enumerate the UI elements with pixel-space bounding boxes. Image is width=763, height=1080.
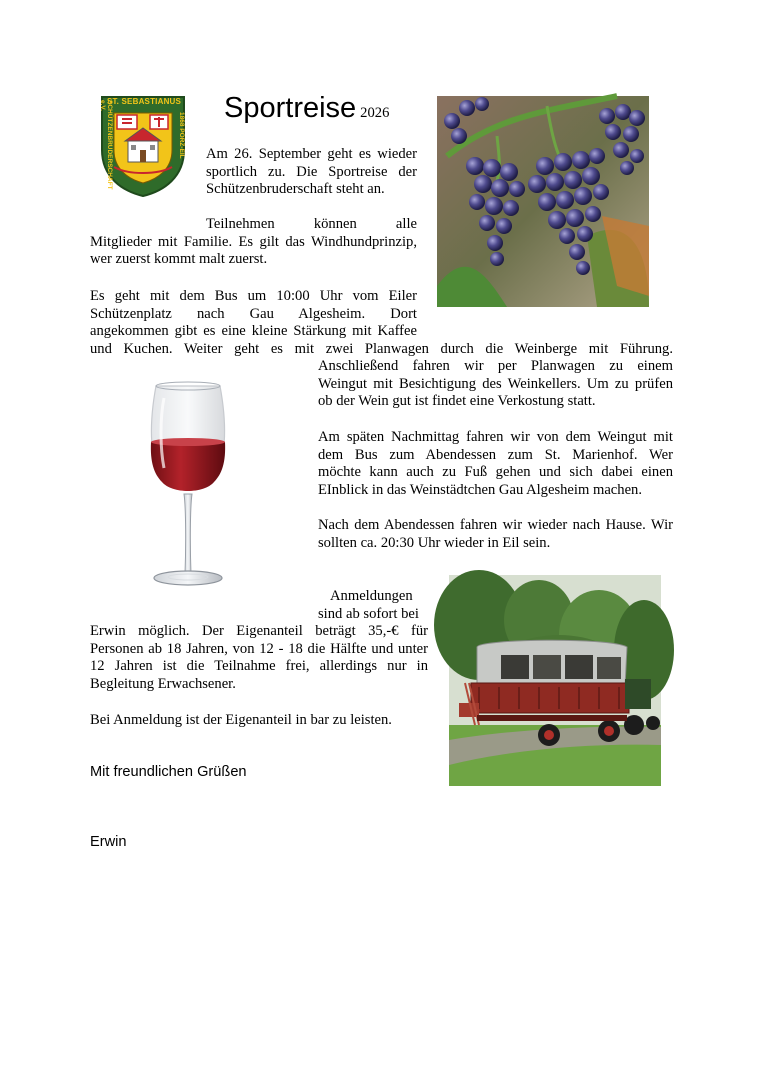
text-line: 12 Jahren ist die Teilnahme frei, allerdings nur in <box>90 658 428 674</box>
text-line: Teilnehmen können alle <box>206 216 417 232</box>
paragraph-registration <box>90 588 428 693</box>
text-line: Weingut mit Besichtigung des Weinkellers. Um zu prüfen <box>318 375 673 392</box>
wine-glass-image <box>146 378 230 590</box>
grapes-image <box>437 96 649 307</box>
paragraph-participants <box>90 216 417 269</box>
text-line: ob der Wein gut ist findet eine Verkostung statt. <box>318 393 596 409</box>
text-line: Schützenbruderschaft steht an. <box>206 181 385 197</box>
title-main: Sportreise <box>224 92 357 124</box>
text-line: Schützenplatz nach Gau Algesheim. Dort <box>90 305 417 322</box>
text-line: Bei Anmeldung ist der Eigenanteil in bar zu leisten. <box>90 712 392 728</box>
page-title <box>224 92 389 125</box>
text-line: Nach dem Abendessen fahren wir wieder nach Hause. Wir <box>318 517 673 533</box>
text-line: Mitglieder mit Familie. Es gilt das Windhundprinzip, <box>90 233 417 250</box>
text-line: Am 26. September geht es wieder <box>206 146 417 162</box>
text-line: sollten ca. 20:30 Uhr wieder in Eil sein. <box>318 534 551 551</box>
text-line: sportlich zu. Die Sportreise der <box>206 163 417 180</box>
paragraph-payment <box>90 712 428 730</box>
text-line: dem Bus zum Abendessen zum St. Marienhof. Wer <box>318 446 673 463</box>
text-line: angekommen gibt es eine kleine Stärkung mit Kaffee <box>90 323 417 339</box>
text-line: Begleitung Erwachsener. <box>90 675 236 692</box>
text-line: Erwin möglich. Der Eigenanteil beträgt 35,-€ für <box>90 623 428 639</box>
text-line: sind ab sofort bei <box>318 605 419 622</box>
text-line: Anmeldungen <box>330 588 413 604</box>
paragraph-return <box>318 517 673 552</box>
closing-greeting: Mit freundlichen Grüßen <box>90 764 247 780</box>
logo-right-text: 1868 PORZ-EIL <box>178 112 185 159</box>
paragraph-afternoon <box>318 429 673 499</box>
text-line: Personen ab 18 Jahren, von 12 - 18 die Hälfte und unter <box>90 640 428 657</box>
text-line: und Kuchen. Weiter geht es mit zwei Planwagen durch die Weinberge mit Führung. <box>90 340 673 357</box>
title-year: 2026 <box>360 105 390 121</box>
text-line: Am späten Nachmittag fahren wir von dem Weingut mit <box>318 429 673 445</box>
wagon-image <box>449 575 661 786</box>
text-line: Es geht mit dem Bus um 10:00 Uhr vom Eiler <box>90 288 417 304</box>
logo-left-text: SCHÜTZENBRUDERSCHAFT e.V. <box>99 100 113 190</box>
text-line: Anschließend fahren wir per Planwagen zu einem <box>318 358 673 374</box>
text-line: wer zuerst kommt malt zuerst. <box>90 251 268 267</box>
text-line: EInblick in das Weinstädtchen Gau Algesheim machen. <box>318 481 642 498</box>
signature: Erwin <box>90 834 127 850</box>
text-line: möchte kann auch zu Fuß gehen und sich dabei einen <box>318 464 673 480</box>
paragraph-intro <box>206 146 417 199</box>
logo-top-text: ST. SEBASTIANUS <box>106 97 182 106</box>
